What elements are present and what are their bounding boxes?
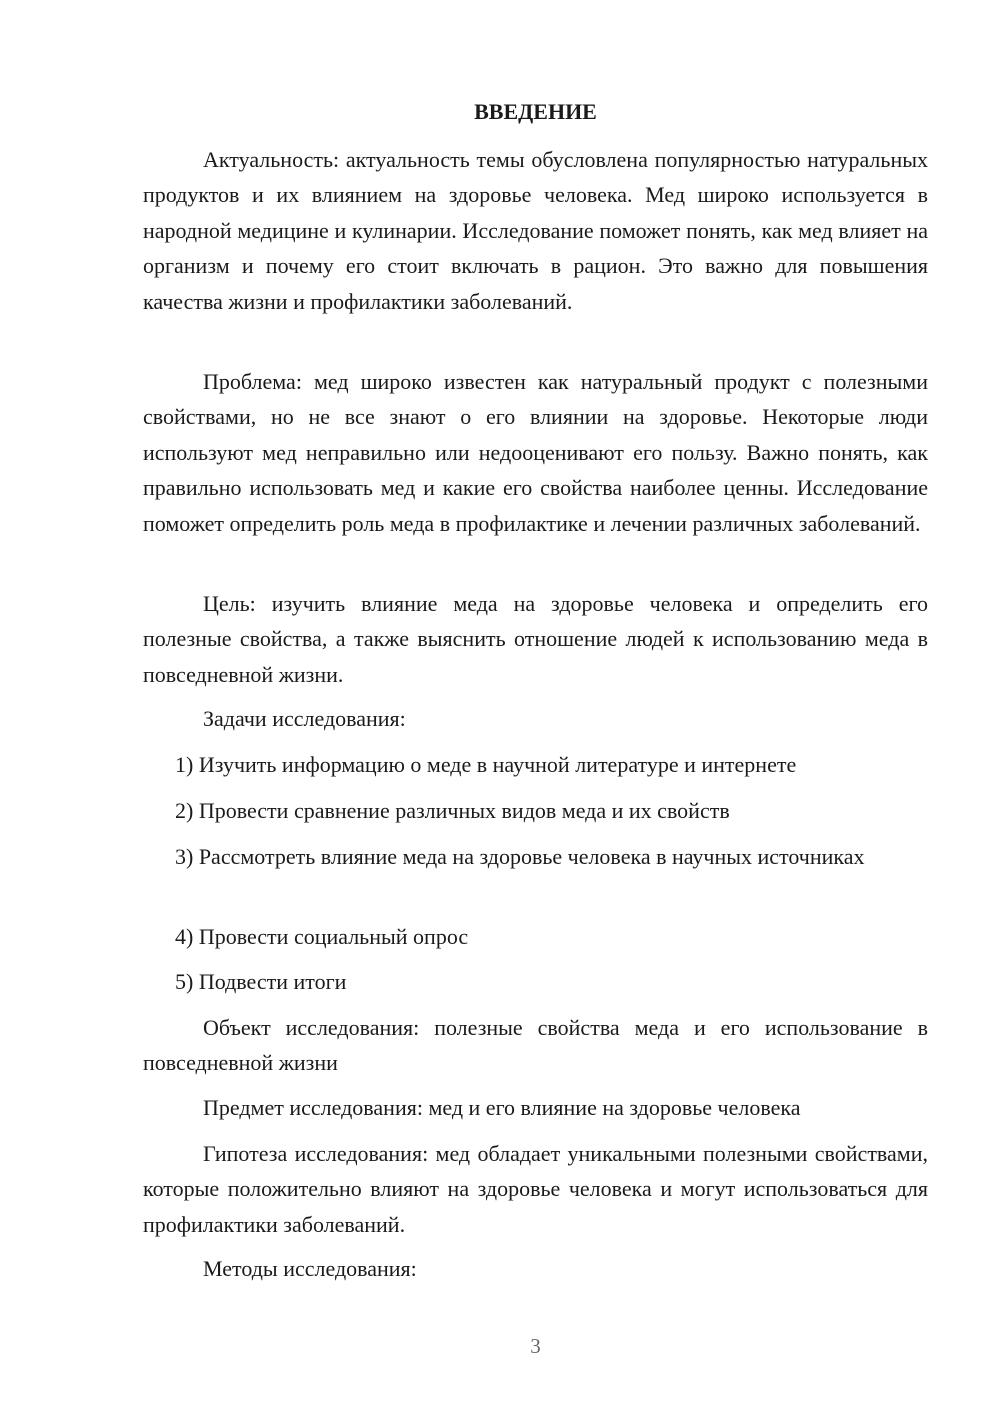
paragraph-relevance: Актуальность: актуальность темы обусловлена популярностью натуральных продуктов и их влиянием на здоровье человека. Мед широко используется в народной медицине и кулинарии. Исследование поможет понять, как мед влияет на организм и почему его стоит включать в рацион. Это важно для повышения качества жизни и профилактики заболеваний. bbox=[143, 147, 928, 314]
paragraph-hypothesis: Гипотеза исследования: мед обладает уникальными полезными свойствами, которые положительно влияют на здоровье человека и могут использоваться для профилактики заболеваний. bbox=[143, 1141, 928, 1237]
paragraph-goal: Цель: изучить влияние меда на здоровье человека и определить его полезные свойства, а также выяснить отношение людей к использованию меда в повседневной жизни. bbox=[143, 591, 928, 687]
document-page bbox=[143, 0, 928, 1414]
list-item-task-4: 4) Провести социальный опрос bbox=[175, 924, 469, 949]
list-item-task-2: 2) Провести сравнение различных видов меда и их свойств bbox=[175, 798, 730, 823]
list-item-task-1: 1) Изучить информацию о меде в научной литературе и интернете bbox=[175, 752, 797, 777]
paragraph-object: Объект исследования: полезные свойства меда и его использование в повседневной жизни bbox=[143, 1015, 928, 1076]
page-title: ВВЕДЕНИЕ bbox=[474, 99, 597, 124]
page-number: 3 bbox=[530, 1334, 541, 1358]
paragraph-tasks-heading: Задачи исследования: bbox=[203, 706, 406, 731]
list-item-task-3: 3) Рассмотреть влияние меда на здоровье человека в научных источниках bbox=[175, 844, 865, 869]
paragraph-subject: Предмет исследования: мед и его влияние на здоровье человека bbox=[203, 1095, 801, 1120]
list-item-task-5: 5) Подвести итоги bbox=[175, 969, 347, 994]
paragraph-problem: Проблема: мед широко известен как натуральный продукт с полезными свойствами, но не все знают о его влиянии на здоровье. Некоторые люди используют мед неправильно или недооценивают его пользу. Важно понять, как правильно использовать мед и какие его свойства наиболее ценны. Исследование поможет определить роль меда в профилактике и лечении различных заболеваний. bbox=[143, 369, 928, 536]
paragraph-methods: Методы исследования: bbox=[203, 1256, 417, 1281]
